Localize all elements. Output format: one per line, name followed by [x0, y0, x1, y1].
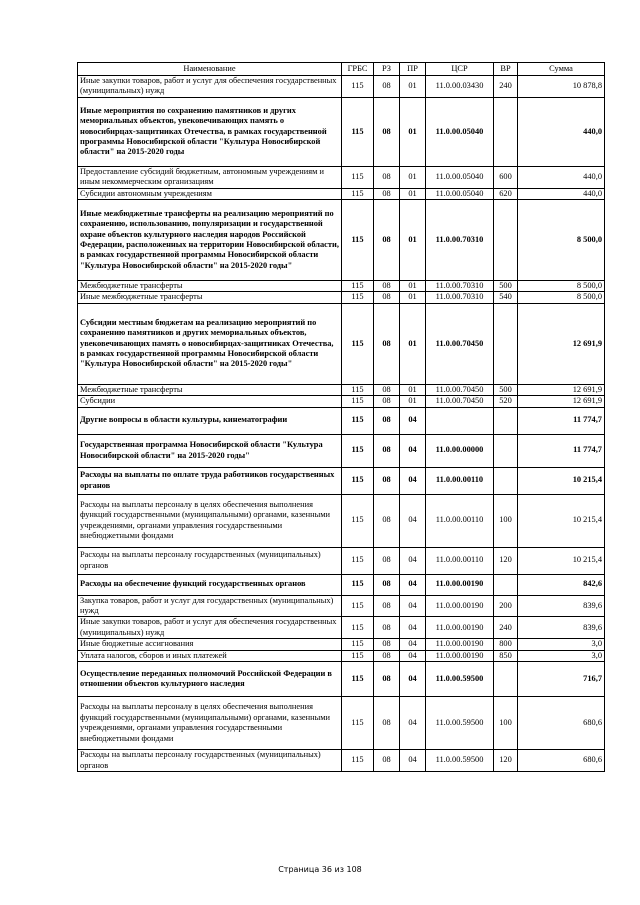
table-cell-vr: 600 [494, 166, 518, 188]
table-cell-name: Другие вопросы в области культуры, кинематографии [78, 407, 342, 434]
table-cell-grbs: 115 [342, 166, 374, 188]
table-cell-grbs: 115 [342, 97, 374, 166]
table-cell-name: Предоставление субсидий бюджетным, автономным учреждениям и иным некоммерческим организациям [78, 166, 342, 188]
table-cell-grbs: 115 [342, 650, 374, 661]
table-cell-sum: 12 691,9 [518, 384, 605, 395]
table-row [78, 303, 605, 384]
table-cell-grbs: 115 [342, 396, 374, 407]
header-rz: РЗ [374, 63, 400, 76]
table-cell-grbs: 115 [342, 617, 374, 639]
table-cell-pr: 01 [400, 384, 426, 395]
table-cell-pr: 04 [400, 574, 426, 595]
table-row [78, 407, 605, 434]
table-cell-csr: 11.0.00.70310 [426, 200, 494, 281]
header-sum: Сумма [518, 63, 605, 76]
table-cell-grbs: 115 [342, 697, 374, 750]
table-cell-rz: 08 [374, 166, 400, 188]
table-cell-name: Расходы на выплаты персоналу государственных (муниципальных) органов [78, 750, 342, 772]
table-cell-grbs: 115 [342, 200, 374, 281]
header-vr: ВР [494, 63, 518, 76]
table-cell-name: Государственная программа Новосибирской области "Культура Новосибирской области" на 2015-2020 годы" [78, 434, 342, 467]
table-cell-rz: 08 [374, 617, 400, 639]
table-cell-name: Иные межбюджетные трансферты на реализацию мероприятий по сохранению, использованию, популяризации и государственной охране объектов культурного наследия народов Российской Федерации, расположенных на территории Новосибирской области, в рамках государственной программы Новосибирской области "Культура Новосибирской области" на 2015-2020 годы" [78, 200, 342, 281]
table-cell-csr: 11.0.00.70310 [426, 281, 494, 292]
table-cell-csr: 11.0.00.05040 [426, 97, 494, 166]
table-cell-vr: 240 [494, 617, 518, 639]
table-cell-csr: 11.0.00.05040 [426, 188, 494, 199]
table-cell-csr: 11.0.00.59500 [426, 697, 494, 750]
table-row [78, 188, 605, 199]
table-cell-rz: 08 [374, 384, 400, 395]
table-cell-rz: 08 [374, 595, 400, 617]
table-cell-vr: 850 [494, 650, 518, 661]
table-cell-vr [494, 97, 518, 166]
table-cell-csr: 11.0.00.70450 [426, 303, 494, 384]
table-cell-pr: 04 [400, 750, 426, 772]
table-cell-pr: 04 [400, 650, 426, 661]
table-cell-name: Иные межбюджетные трансферты [78, 292, 342, 303]
table-cell-vr: 120 [494, 547, 518, 574]
table-cell-name: Иные бюджетные ассигнования [78, 639, 342, 650]
header-pr: ПР [400, 63, 426, 76]
table-cell-csr: 11.0.00.59500 [426, 750, 494, 772]
table-row [78, 281, 605, 292]
table-cell-vr [494, 200, 518, 281]
table-row [78, 76, 605, 98]
table-cell-pr: 01 [400, 292, 426, 303]
table-cell-csr: 11.0.00.70450 [426, 384, 494, 395]
table-cell-grbs: 115 [342, 434, 374, 467]
table-cell-pr: 04 [400, 434, 426, 467]
table-cell-sum: 680,6 [518, 697, 605, 750]
table-cell-sum: 12 691,9 [518, 396, 605, 407]
table-row [78, 639, 605, 650]
table-cell-vr: 540 [494, 292, 518, 303]
table-cell-pr: 01 [400, 188, 426, 199]
table-cell-name: Субсидии [78, 396, 342, 407]
table-cell-csr: 11.0.00.00110 [426, 494, 494, 547]
table-cell-csr: 11.0.00.03430 [426, 76, 494, 98]
table-cell-vr: 620 [494, 188, 518, 199]
header-name: Наименование [78, 63, 342, 76]
table-cell-rz: 08 [374, 396, 400, 407]
table-cell-sum: 839,6 [518, 617, 605, 639]
table-row [78, 650, 605, 661]
table-cell-csr: 11.0.00.00110 [426, 467, 494, 494]
table-cell-vr: 120 [494, 750, 518, 772]
table-cell-sum: 10 215,4 [518, 494, 605, 547]
table-cell-csr: 11.0.00.00000 [426, 434, 494, 467]
table-cell-csr: 11.0.00.00190 [426, 595, 494, 617]
table-cell-vr: 100 [494, 494, 518, 547]
table-cell-pr: 01 [400, 200, 426, 281]
table-cell-sum: 3,0 [518, 650, 605, 661]
table-cell-pr: 04 [400, 662, 426, 697]
table-cell-grbs: 115 [342, 547, 374, 574]
table-cell-name: Иные закупки товаров, работ и услуг для обеспечения государственных (муниципальных) нужд [78, 76, 342, 98]
table-cell-rz: 08 [374, 434, 400, 467]
table-row [78, 467, 605, 494]
table-cell-vr [494, 407, 518, 434]
table-cell-name: Иные мероприятия по сохранению памятников и других мемориальных объектов, увековечивающих память о новосибирцах-защитниках Отечества, в рамках государственной программы Новосибирской области "Культура Новосибирской области" на 2015-2020 годы [78, 97, 342, 166]
table-cell-sum: 440,0 [518, 166, 605, 188]
table-cell-sum: 8 500,0 [518, 200, 605, 281]
table-cell-vr: 100 [494, 697, 518, 750]
table-cell-rz: 08 [374, 494, 400, 547]
table-row [78, 384, 605, 395]
table-cell-grbs: 115 [342, 595, 374, 617]
table-cell-name: Межбюджетные трансферты [78, 281, 342, 292]
table-cell-grbs: 115 [342, 494, 374, 547]
table-row [78, 750, 605, 772]
table-cell-rz: 08 [374, 292, 400, 303]
table-cell-csr: 11.0.00.59500 [426, 662, 494, 697]
table-cell-name: Расходы на выплаты персоналу в целях обеспечения выполнения функций государственными (муниципальными) органами, казенными учреждениями, органами управления государственными внебюджетными фондами [78, 494, 342, 547]
table-row [78, 494, 605, 547]
table-cell-pr: 04 [400, 547, 426, 574]
table-cell-name: Субсидии местным бюджетам на реализацию мероприятий по сохранению памятников и других мемориальных объектов, увековечивающих память о новосибирцах-защитниках Отечества, в рамках государственной программы Новосибирской области "Культура Новосибирской области" на 2015-2020 годы" [78, 303, 342, 384]
table-cell-name: Закупка товаров, работ и услуг для государственных (муниципальных) нужд [78, 595, 342, 617]
table-cell-name: Расходы на выплаты персоналу в целях обеспечения выполнения функций государственными (муниципальными) органами, казенными учреждениями, органами управления государственными внебюджетными фондами [78, 697, 342, 750]
header-grbs: ГРБС [342, 63, 374, 76]
table-row [78, 617, 605, 639]
table-cell-rz: 08 [374, 76, 400, 98]
table-cell-sum: 716,7 [518, 662, 605, 697]
table-cell-csr: 11.0.00.00190 [426, 639, 494, 650]
table-cell-pr: 01 [400, 97, 426, 166]
table-cell-pr: 04 [400, 697, 426, 750]
table-cell-rz: 08 [374, 650, 400, 661]
table-cell-rz: 08 [374, 407, 400, 434]
table-cell-pr: 01 [400, 166, 426, 188]
table-row [78, 166, 605, 188]
table-cell-vr: 240 [494, 76, 518, 98]
table-cell-sum: 12 691,9 [518, 303, 605, 384]
table-cell-pr: 04 [400, 617, 426, 639]
table-header-row [78, 63, 605, 76]
table-cell-pr: 04 [400, 467, 426, 494]
table-cell-grbs: 115 [342, 76, 374, 98]
table-cell-vr: 500 [494, 281, 518, 292]
table-cell-sum: 11 774,7 [518, 434, 605, 467]
table-cell-grbs: 115 [342, 574, 374, 595]
table-cell-vr [494, 434, 518, 467]
table-cell-rz: 08 [374, 639, 400, 650]
table-cell-csr: 11.0.00.05040 [426, 166, 494, 188]
table-row [78, 97, 605, 166]
table-cell-sum: 8 500,0 [518, 281, 605, 292]
table-cell-rz: 08 [374, 303, 400, 384]
table-cell-csr: 11.0.00.00190 [426, 617, 494, 639]
table-cell-pr: 01 [400, 396, 426, 407]
table-cell-name: Расходы на выплаты по оплате труда работников государственных органов [78, 467, 342, 494]
table-cell-sum: 10 878,8 [518, 76, 605, 98]
table-cell-sum: 10 215,4 [518, 467, 605, 494]
table-cell-name: Уплата налогов, сборов и иных платежей [78, 650, 342, 661]
table-cell-sum: 8 500,0 [518, 292, 605, 303]
table-cell-sum: 680,6 [518, 750, 605, 772]
table-row [78, 434, 605, 467]
table-cell-csr [426, 407, 494, 434]
table-cell-pr: 04 [400, 595, 426, 617]
table-row [78, 396, 605, 407]
table-cell-pr: 01 [400, 281, 426, 292]
table-cell-grbs: 115 [342, 188, 374, 199]
table-cell-grbs: 115 [342, 750, 374, 772]
table-cell-rz: 08 [374, 750, 400, 772]
table-cell-rz: 08 [374, 662, 400, 697]
table-cell-csr: 11.0.00.00190 [426, 650, 494, 661]
table-cell-sum: 10 215,4 [518, 547, 605, 574]
table-row [78, 292, 605, 303]
table-cell-grbs: 115 [342, 407, 374, 434]
table-cell-pr: 01 [400, 76, 426, 98]
table-cell-csr: 11.0.00.00110 [426, 547, 494, 574]
table-cell-grbs: 115 [342, 662, 374, 697]
table-cell-grbs: 115 [342, 292, 374, 303]
page-number: Страница 36 из 108 [278, 865, 362, 874]
table-cell-name: Межбюджетные трансферты [78, 384, 342, 395]
table-cell-vr: 200 [494, 595, 518, 617]
table-cell-pr: 04 [400, 639, 426, 650]
table-cell-name: Расходы на выплаты персоналу государственных (муниципальных) органов [78, 547, 342, 574]
table-cell-csr: 11.0.00.70310 [426, 292, 494, 303]
table-cell-grbs: 115 [342, 639, 374, 650]
table-cell-vr: 800 [494, 639, 518, 650]
table-cell-sum: 440,0 [518, 188, 605, 199]
table-cell-grbs: 115 [342, 303, 374, 384]
table-cell-rz: 08 [374, 97, 400, 166]
table-row [78, 200, 605, 281]
table-row [78, 547, 605, 574]
budget-table [77, 62, 605, 772]
table-cell-name: Осуществление переданных полномочий Российской Федерации в отношении объектов культурного наследия [78, 662, 342, 697]
table-cell-rz: 08 [374, 467, 400, 494]
table-cell-sum: 3,0 [518, 639, 605, 650]
table-cell-grbs: 115 [342, 384, 374, 395]
table-cell-vr: 500 [494, 384, 518, 395]
table-row [78, 662, 605, 697]
table-cell-rz: 08 [374, 188, 400, 199]
table-cell-grbs: 115 [342, 467, 374, 494]
table-cell-rz: 08 [374, 547, 400, 574]
table-cell-vr [494, 574, 518, 595]
table-cell-rz: 08 [374, 281, 400, 292]
table-cell-rz: 08 [374, 697, 400, 750]
table-row [78, 574, 605, 595]
table-cell-sum: 842,6 [518, 574, 605, 595]
table-cell-vr [494, 662, 518, 697]
header-csr: ЦСР [426, 63, 494, 76]
table-row [78, 595, 605, 617]
table-cell-name: Иные закупки товаров, работ и услуг для обеспечения государственных (муниципальных) нужд [78, 617, 342, 639]
table-cell-rz: 08 [374, 200, 400, 281]
table-cell-name: Расходы на обеспечение функций государственных органов [78, 574, 342, 595]
table-cell-csr: 11.0.00.70450 [426, 396, 494, 407]
table-cell-csr: 11.0.00.00190 [426, 574, 494, 595]
table-cell-sum: 11 774,7 [518, 407, 605, 434]
table-cell-vr [494, 303, 518, 384]
table-row [78, 697, 605, 750]
table-cell-vr: 520 [494, 396, 518, 407]
table-cell-pr: 04 [400, 494, 426, 547]
table-cell-rz: 08 [374, 574, 400, 595]
table-cell-pr: 04 [400, 407, 426, 434]
table-cell-sum: 839,6 [518, 595, 605, 617]
table-cell-pr: 01 [400, 303, 426, 384]
table-cell-sum: 440,0 [518, 97, 605, 166]
table-cell-grbs: 115 [342, 281, 374, 292]
table-cell-vr [494, 467, 518, 494]
table-cell-name: Субсидии автономным учреждениям [78, 188, 342, 199]
